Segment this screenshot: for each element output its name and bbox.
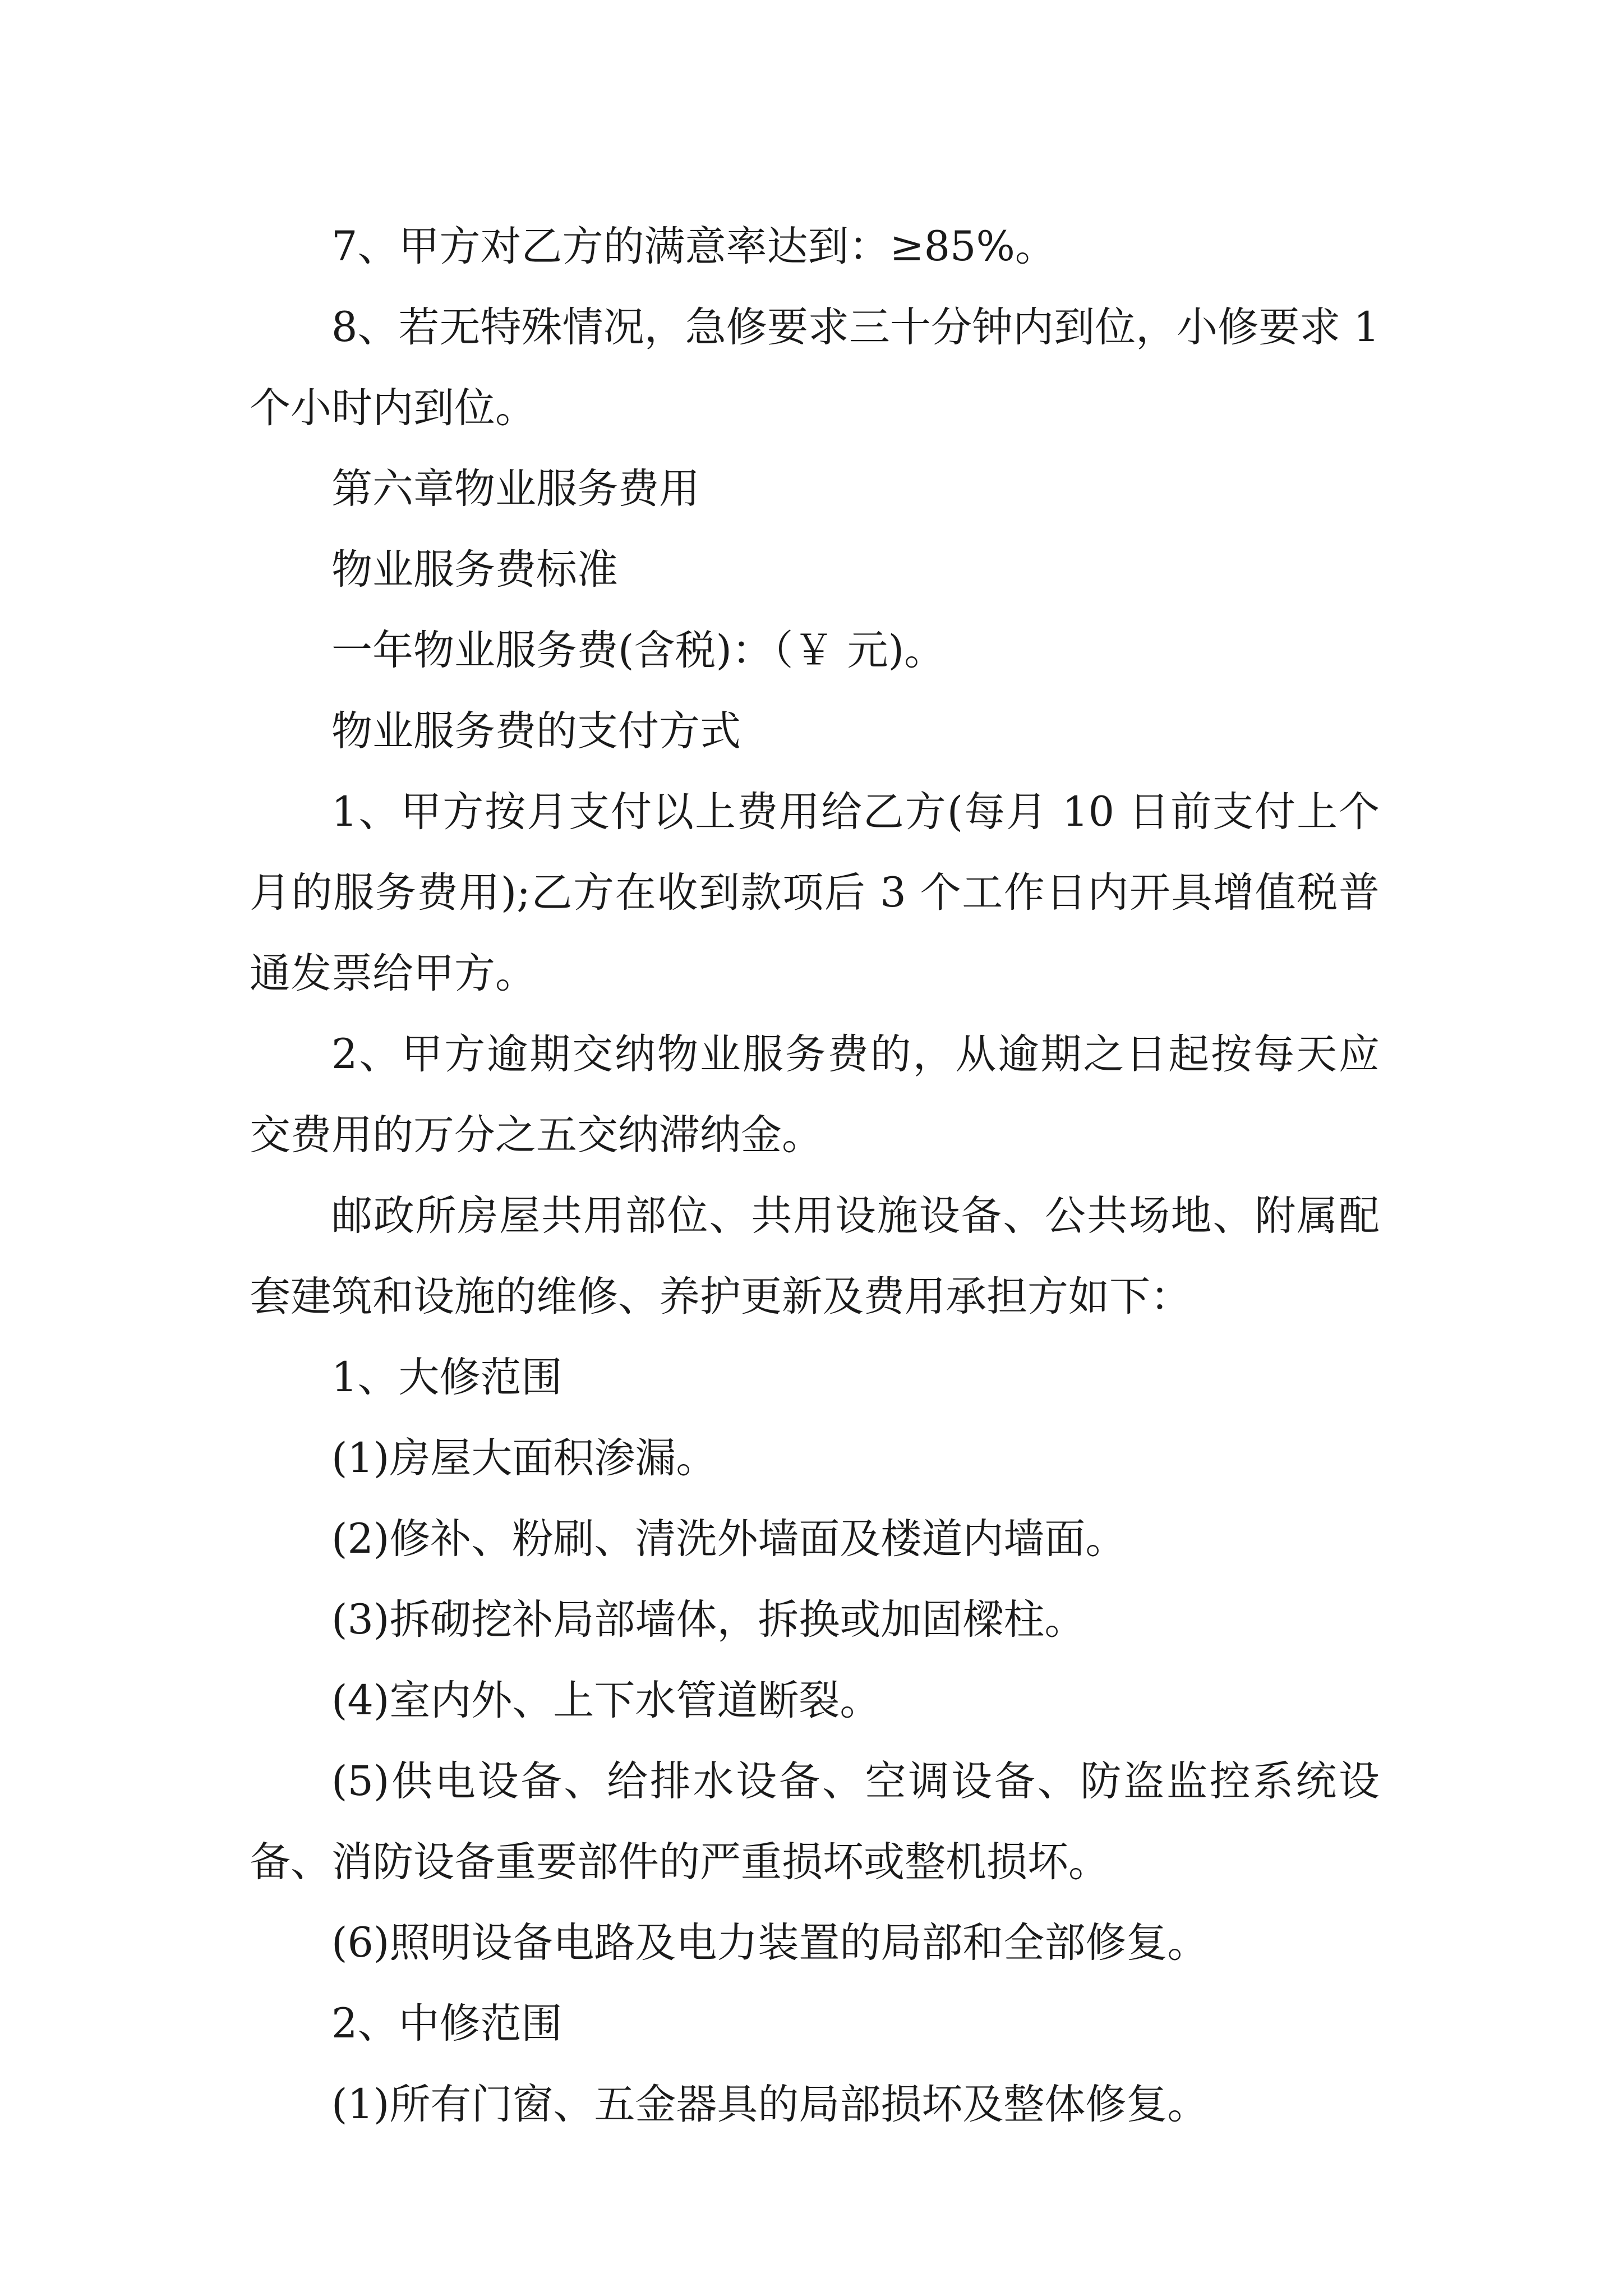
list-heading: 2、中修范围 — [331, 2000, 562, 2047]
paragraph: 一年物业服务费(含税)：（￥ 元)。 — [331, 627, 946, 674]
paragraph: 8、若无特殊情况，急修要求三十分钟内到位，小修要求 1 个小时内到位。 — [250, 303, 1380, 432]
subsection-heading: 物业服务费标准 — [331, 546, 618, 593]
section-heading: 第六章物业服务费用 — [331, 465, 700, 513]
list-item: (1)所有门窗、五金器具的局部损坏及整体修复。 — [331, 2081, 1209, 2128]
subsection-heading: 物业服务费的支付方式 — [331, 707, 741, 755]
paragraph: 邮政所房屋共用部位、共用设施设备、公共场地、附属配套建筑和设施的维修、养护更新及费用承担方如下： — [250, 1192, 1380, 1320]
list-heading: 1、大修范围 — [331, 1354, 562, 1401]
list-item: (5)供电设备、给排水设备、空调设备、防盗监控系统设备、消防设备重要部件的严重损坏或整机损坏。 — [250, 1757, 1380, 1886]
list-item: (6)照明设备电路及电力装置的局部和全部修复。 — [331, 1919, 1209, 1967]
list-item: (1)房屋大面积渗漏。 — [331, 1434, 717, 1482]
paragraph: 1、甲方按月支付以上费用给乙方(每月 10 日前支付上个月的服务费用);乙方在收到款项后 3 个工作日内开具增值税普通发票给甲方。 — [250, 788, 1380, 997]
list-item: (2)修补、粉刷、清洗外墙面及楼道内墙面。 — [331, 1515, 1127, 1563]
paragraph: 7、甲方对乙方的满意率达到：≥85%。 — [331, 223, 1056, 270]
list-item: (3)拆砌挖补局部墙体，拆换或加固樑柱。 — [331, 1596, 1086, 1644]
document-body — [250, 206, 1380, 2145]
paragraph: 2、甲方逾期交纳物业服务费的，从逾期之日起按每天应交费用的万分之五交纳滞纳金。 — [250, 1030, 1380, 1159]
list-item: (4)室内外、上下水管道断裂。 — [331, 1677, 881, 1724]
